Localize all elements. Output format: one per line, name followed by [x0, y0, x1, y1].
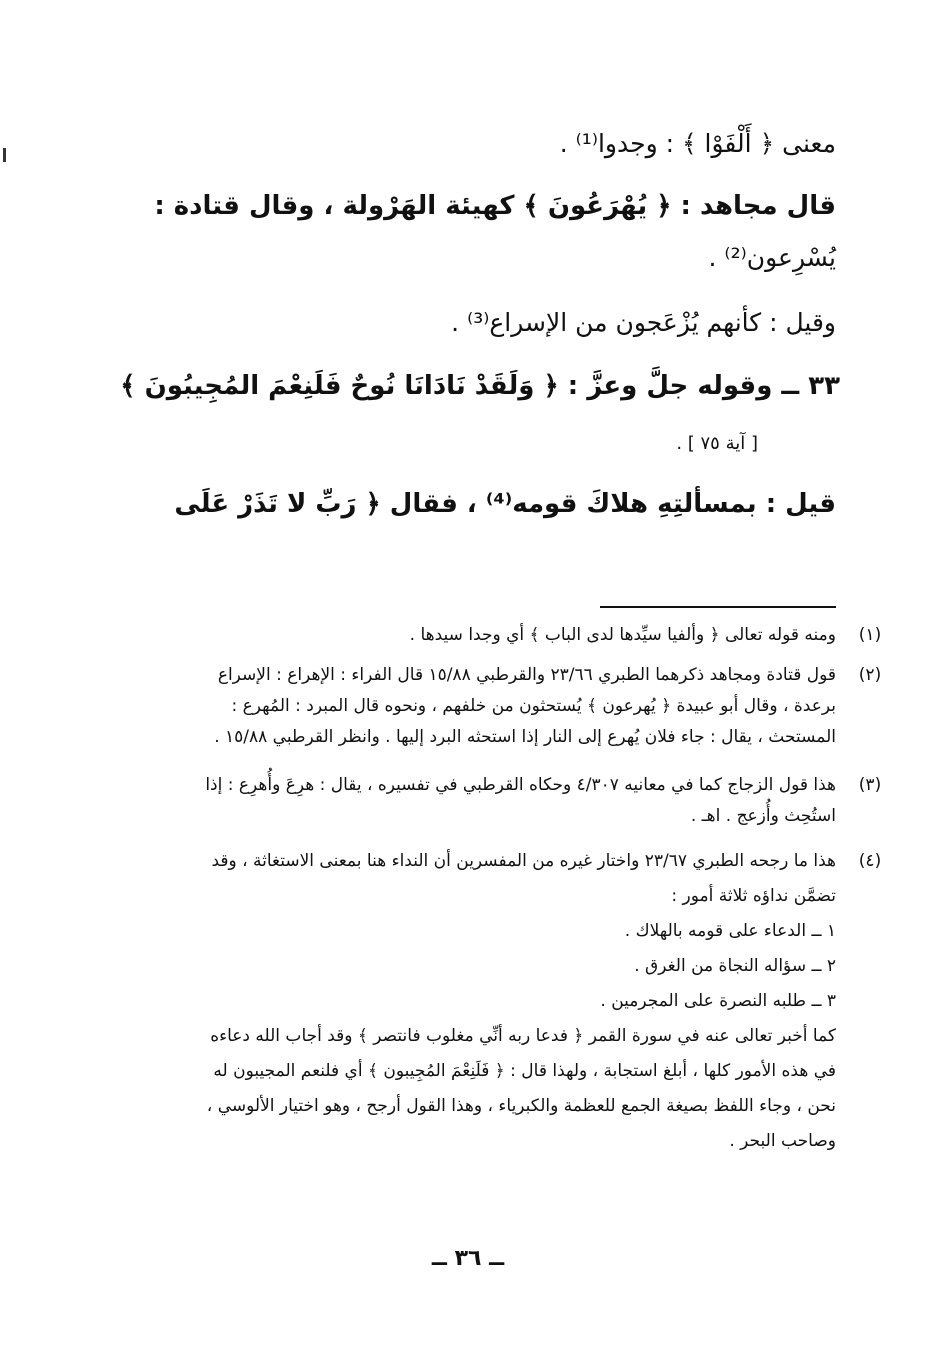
main-line-5: ٣٣ ــ وقوله جلَّ وعزَّ : ﴿ وَلَقَدْ نَادَانَا نُوحٌ فَلَنِعْمَ المُجِيبُونَ ﴾ [120, 371, 840, 401]
footnote-number: (٤) [858, 851, 882, 871]
footnote-number: (١) [858, 625, 882, 645]
scan-edge-mark [3, 148, 6, 162]
footnote-line: المستحث ، يقال : جاء فلان يُهرع إلى النار إذا استحثه البرد إليها . وانظر القرطبي ١٥/٨٨ . [214, 727, 836, 747]
main-line-6: [ آية ٧٥ ] . [676, 433, 758, 454]
footnote-number: (٣) [858, 775, 882, 795]
main-line-7: قيل : بمسألتِهِ هلاكَ قومه⁽⁴⁾ ، فقال ﴿ رَبِّ لا تَذَرْ عَلَى [174, 489, 836, 519]
page-number: ــ ٣٦ ــ [431, 1246, 505, 1271]
footnote-line: برعدة ، وقال أبو عبيدة ﴿ يُهرعون ﴾ يُستحثون من خلفهم ، ونحوه قال المبرد : المُهرع : [231, 696, 836, 716]
footnote-line: هذا قول الزجاج كما في معانيه ٤/٣٠٧ وحكاه القرطبي في تفسيره ، يقال : هرِعَ وأُهرِع : إذا [205, 775, 836, 795]
footnote-line: استُحِث وأُزعج . اهـ . [690, 806, 836, 826]
footnote-list-item: ٣ ــ طلبه النصرة على المجرمين . [600, 991, 836, 1011]
footnote-line: وصاحب البحر . [729, 1131, 836, 1151]
footnote-1 [82, 620, 882, 651]
main-line-3: يُسْرِعون⁽²⁾ . [708, 243, 836, 272]
footnote-3 [82, 770, 882, 832]
footnote-list-item: ١ ــ الدعاء على قومه بالهلاك . [624, 921, 836, 941]
footnote-line: كما أخبر تعالى عنه في سورة القمر ﴿ فدعا ربه أنِّي مغلوب فانتصر ﴾ وقد أجاب الله دعاءه [210, 1026, 836, 1046]
footnote-line: هذا ما رجحه الطبري ٢٣/٦٧ واختار غيره من المفسرين أن النداء هنا بمعنى الاستغاثة ، وقد [211, 851, 836, 871]
main-line-1: معنى ﴿ أَلْفَوْا ﴾ : وجدوا⁽¹⁾ . [559, 129, 836, 158]
footnote-list-item: ٢ ــ سؤاله النجاة من الغرق . [634, 956, 836, 976]
footnote-line: قول قتادة ومجاهد ذكرهما الطبري ٢٣/٦٦ والقرطبي ١٥/٨٨ قال الفراء : الإهراع : الإسراع [217, 665, 836, 685]
footnote-line: ومنه قوله تعالى ﴿ وألفيا سيِّدها لدى الباب ﴾ أي وجدا سيدها . [409, 625, 836, 645]
footnote-number: (٢) [858, 665, 882, 685]
footnote-2 [82, 660, 882, 753]
main-line-2: قال مجاهد : ﴿ يُهْرَعُونَ ﴾ كهيئة الهَرْولة ، وقال قتادة : [154, 191, 836, 221]
footnote-line: في هذه الأمور كلها ، أبلغ استجابة ، ولهذا قال : ﴿ فَلَنِعْمَ المُجِيبون ﴾ أي فلنعم المجيبون له [213, 1061, 836, 1081]
footnote-line: تضمَّن نداؤه ثلاثة أمور : [671, 886, 836, 906]
main-line-4: وقيل : كأنهم يُزْعَجون من الإسراع⁽³⁾ . [451, 308, 836, 337]
footnote-4 [82, 846, 882, 1157]
footnote-line: نحن ، وجاء اللفظ بصيغة الجمع للعظمة والكبرياء ، وهذا القول أرجح ، وهو اختيار الألوسي ، [206, 1096, 836, 1116]
footnote-separator [600, 606, 836, 608]
